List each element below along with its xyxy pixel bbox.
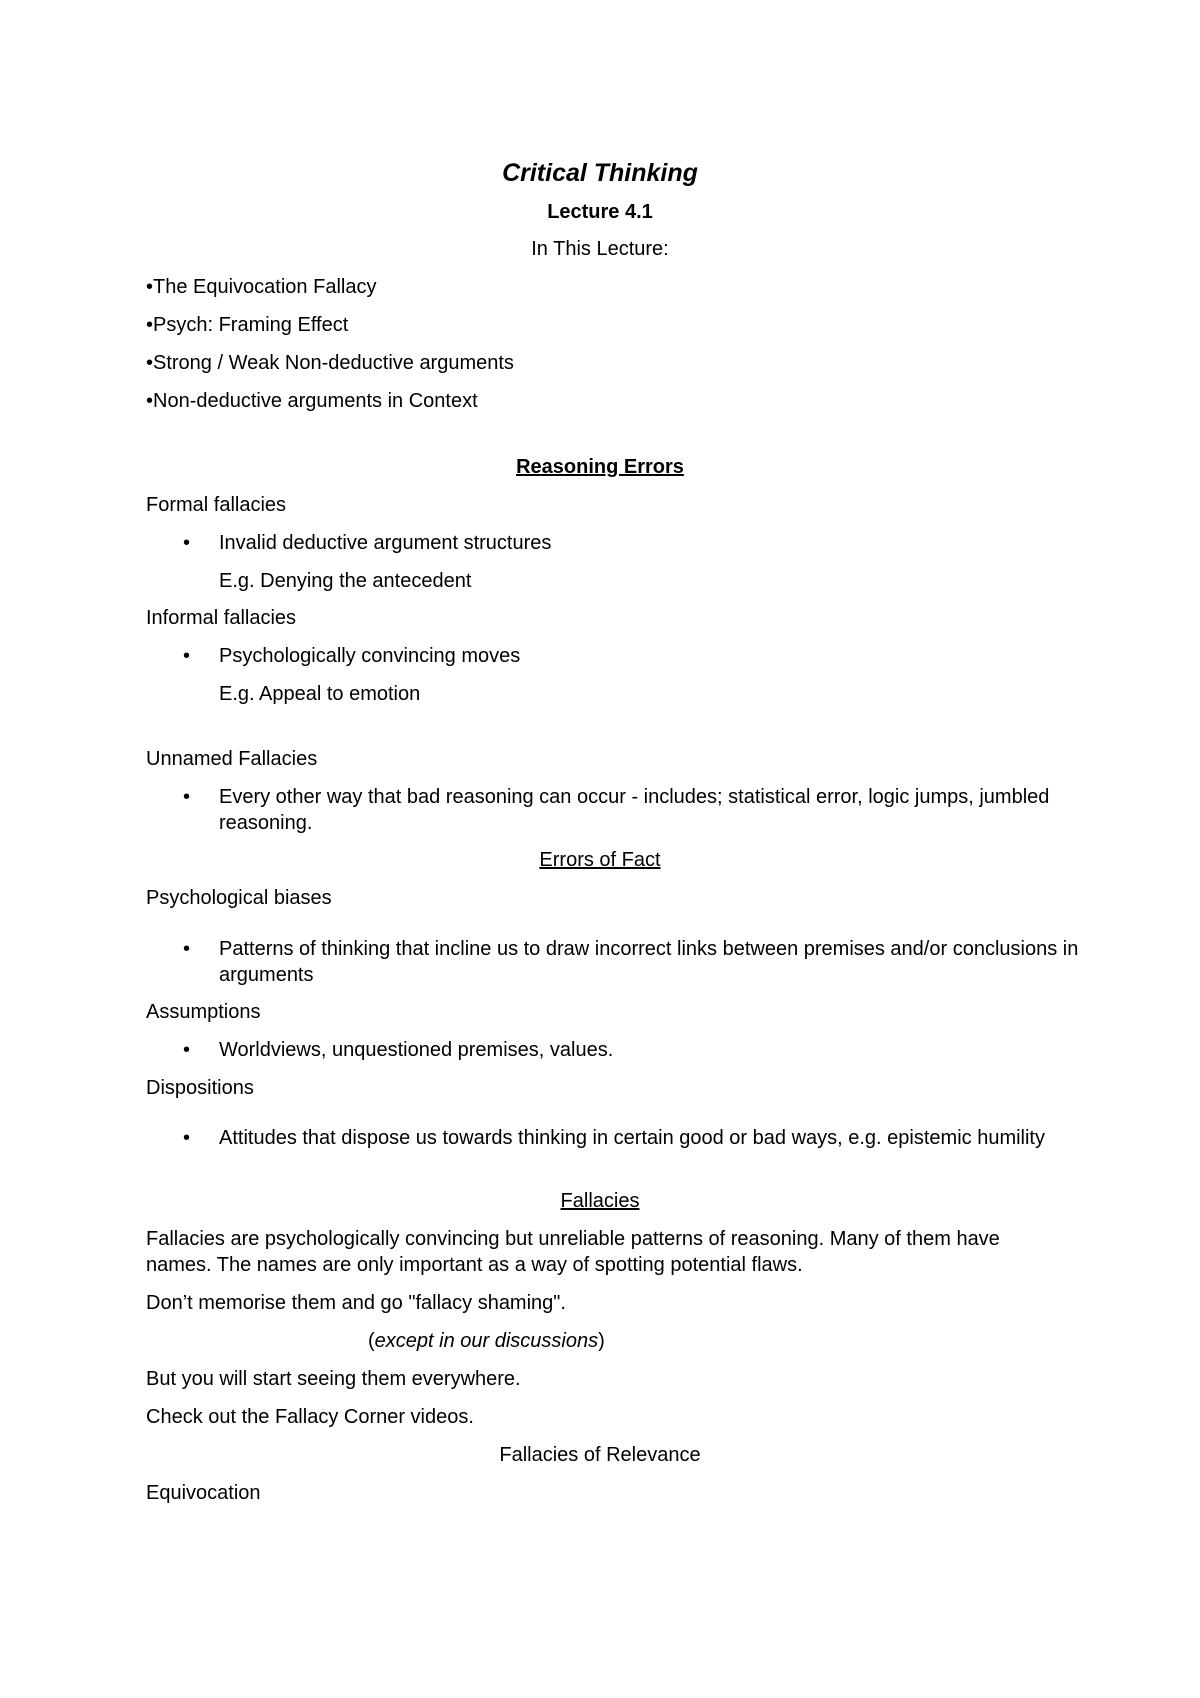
formal-fallacies-bullet: Invalid deductive argument structures xyxy=(219,532,552,554)
bullet-icon: • xyxy=(183,532,191,554)
fallacies-paragraph: But you will start seeing them everywhere. xyxy=(146,1368,521,1390)
formal-fallacies-label: Formal fallacies xyxy=(146,494,287,516)
equivocation-label: Equivocation xyxy=(146,1482,261,1504)
bullet-icon: • xyxy=(183,938,191,960)
intro-item: •Strong / Weak Non-deductive arguments xyxy=(146,352,514,374)
assumptions-label: Assumptions xyxy=(146,1001,261,1023)
psychological-biases-label: Psychological biases xyxy=(146,887,332,909)
subheading-fallacies-of-relevance: Fallacies of Relevance xyxy=(499,1444,701,1466)
fallacies-paragraph: Check out the Fallacy Corner videos. xyxy=(146,1406,474,1428)
bullet-icon: • xyxy=(183,645,191,667)
informal-fallacies-example: E.g. Appeal to emotion xyxy=(219,683,421,705)
intro-item: •Non-deductive arguments in Context xyxy=(146,390,478,412)
unnamed-fallacies-label: Unnamed Fallacies xyxy=(146,748,318,770)
section-heading-errors-of-fact: Errors of Fact xyxy=(539,849,661,871)
section-heading-reasoning-errors: Reasoning Errors xyxy=(516,456,684,478)
document-subtitle: Lecture 4.1 xyxy=(547,201,653,223)
section-heading-fallacies: Fallacies xyxy=(560,1190,640,1212)
bullet-icon: • xyxy=(183,1039,191,1061)
dispositions-bullet: Attitudes that dispose us towards thinking in certain good or bad ways, e.g. epistemic humility xyxy=(219,1127,1045,1149)
informal-fallacies-bullet: Psychologically convincing moves xyxy=(219,645,521,667)
informal-fallacies-label: Informal fallacies xyxy=(146,607,297,629)
dispositions-label: Dispositions xyxy=(146,1077,254,1099)
formal-fallacies-example: E.g. Denying the antecedent xyxy=(219,570,472,592)
psychological-biases-bullet: Patterns of thinking that incline us to draw incorrect links between premises and/or conclusions in arguments xyxy=(219,938,1079,986)
intro-heading: In This Lecture: xyxy=(531,238,669,260)
bullet-icon: • xyxy=(183,786,191,808)
intro-item: •Psych: Framing Effect xyxy=(146,314,349,336)
bullet-icon: • xyxy=(183,1127,191,1149)
intro-item: •The Equivocation Fallacy xyxy=(146,276,377,298)
fallacies-paragraph: Don’t memorise them and go "fallacy shaming". xyxy=(146,1292,566,1314)
document-title: Critical Thinking xyxy=(502,159,698,187)
aside-note: (except in our discussions) xyxy=(368,1330,605,1352)
assumptions-bullet: Worldviews, unquestioned premises, values. xyxy=(219,1039,614,1061)
unnamed-fallacies-bullet: Every other way that bad reasoning can occur - includes; statistical error, logic jumps, jumbled reasoning. xyxy=(219,786,1050,834)
fallacies-paragraph: Fallacies are psychologically convincing but unreliable patterns of reasoning. Many of them have names. The names are only important as a way of spotting potential flaws. xyxy=(146,1228,1000,1276)
